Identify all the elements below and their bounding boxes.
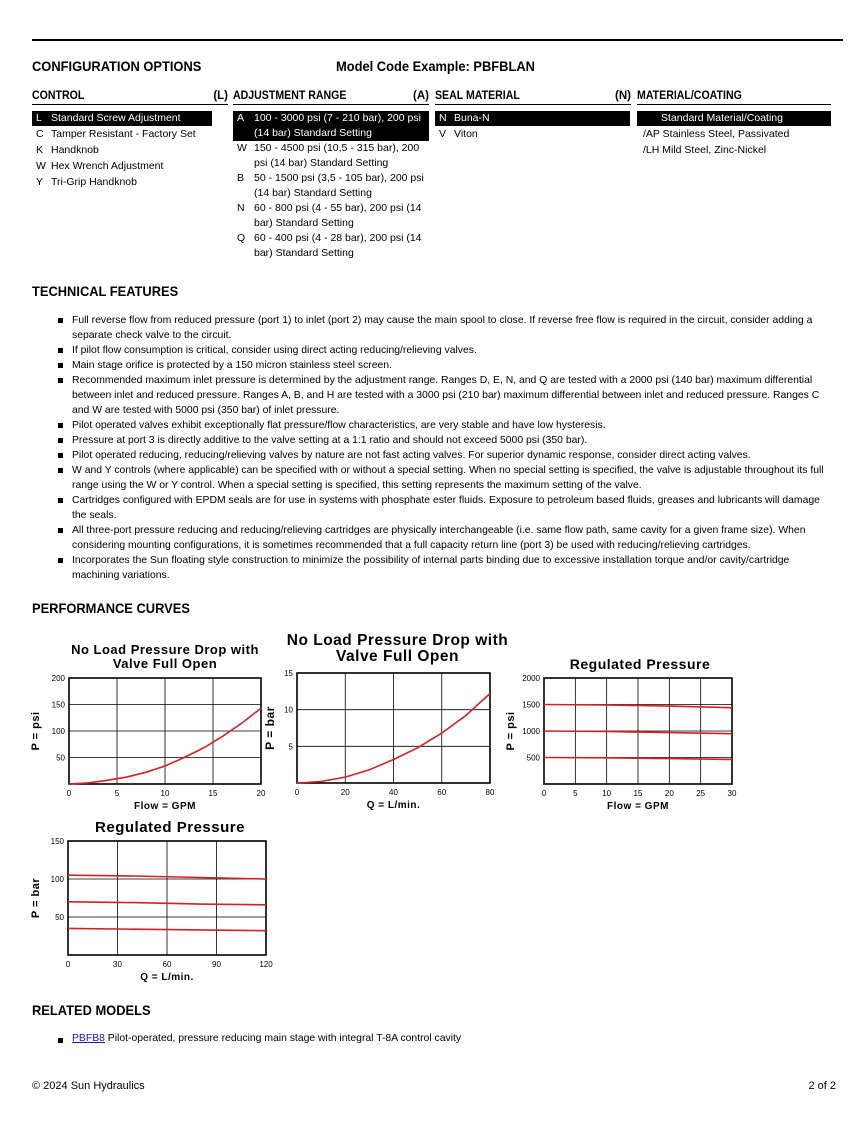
y-tick-label: 5 [288,742,293,752]
feature-item: Pilot operated valves exhibit exceptionally flat pressure/flow characteristics, are very stable and have low hysteresis. [55,418,835,433]
x-tick-label: 20 [256,789,266,798]
y-axis-label: P = bar [30,877,42,919]
x-tick-label: 20 [664,789,674,798]
model-code-example: Model Code Example: PBFBLAN [336,58,535,74]
features-list [55,313,835,583]
y-tick-label: 15 [284,669,293,678]
adjustment-option-Q[interactable]: Q 60 - 400 psi (4 - 28 bar), 200 psi (14 bar) Standard Setting [237,232,422,259]
material-option-ap[interactable]: /AP Stainless Steel, Passivated [643,128,790,140]
footer-page-number: 2 of 2 [808,1080,836,1092]
y-tick-label: 1000 [522,727,540,736]
feature-item: Full reverse flow from reduced pressure (port 1) to inlet (port 2) may cause the main spool to close. If reverse free flow is required in the circuit, consider adding a separate check valve to the circuit. [55,313,835,343]
related-item [55,1033,461,1044]
feature-item: Pressure at port 3 is directly additive to the valve setting at a 1:1 ratio and should not exceed 5000 psi (350 bar). [55,433,835,448]
x-tick-label: 5 [114,789,120,798]
chart-pressure-drop-psi [15,672,275,812]
y-tick-label: 200 [51,674,65,683]
seal-option-N[interactable]: N Buna-N [435,111,630,126]
x-tick-label: 15 [208,789,218,798]
x-tick-label: 120 [259,960,273,969]
x-axis-label: Q = L/min. [140,972,194,983]
x-tick-label: 40 [389,788,398,797]
y-tick-label: 10 [284,705,293,715]
x-tick-label: 60 [437,788,447,797]
control-option-K[interactable]: K Handknob [36,144,99,156]
chart-1-title: No Load Pressure Drop with Valve Full Open [71,642,259,671]
x-tick-label: 30 [113,960,122,969]
control-option-C[interactable]: C Tamper Resistant - Factory Set [36,128,196,140]
x-axis-label: Q = L/min. [366,800,421,811]
adjustment-option-N[interactable]: N 60 - 800 psi (4 - 55 bar), 200 psi (14 bar) Standard Setting [237,202,422,229]
chart-4-title: Regulated Pressure [95,819,245,836]
x-tick-label: 20 [340,788,350,797]
x-tick-label: 60 [162,960,172,969]
chart-2-title: No Load Pressure Drop with Valve Full Open [286,632,509,665]
adjustment-option-W[interactable]: W 150 - 4500 psi (10,5 - 315 bar), 200 psi (14 bar) Standard Setting [237,142,420,169]
y-tick-label: 100 [51,727,65,736]
related-list [55,1033,461,1044]
feature-item: All three-port pressure reducing and reducing/relieving cartridges are physically interchangeable (i.e. same flow path, same cavity for a given frame size). When considering mounting configurations, it is sometimes recommended that a full capacity return line (port 3) be used with reducing/relieving cartridges. [55,523,835,553]
chart-pressure-drop-bar [262,668,502,812]
x-tick-label: 15 [633,789,643,798]
x-tick-label: 0 [65,960,71,969]
chart-regulated-psi [500,672,750,812]
related-link-pbfb8[interactable]: PBFB8 [72,1033,105,1044]
y-axis-label: P = bar [263,706,277,750]
feature-item: Incorporates the Sun floating style construction to minimize the possibility of internal parts binding due to excessive installation torque and/or cavity/cartridge machining variations. [55,553,835,583]
adjustment-option-A[interactable]: A 100 - 3000 psi (7 - 210 bar), 200 psi (14 bar) Standard Setting [233,111,429,141]
y-axis-label: P = psi [505,711,517,751]
chart-3-title: Regulated Pressure [569,656,711,672]
x-tick-label: 10 [602,789,612,798]
config-heading: CONFIGURATION OPTIONS [32,58,202,74]
x-axis-label: Flow = GPM [607,801,669,812]
feature-item: Main stage orifice is protected by a 150 micron stainless steel screen. [55,358,835,373]
seal-option-V[interactable]: V Viton [439,128,478,140]
y-axis-label: P = psi [30,711,42,751]
y-tick-label: 150 [51,700,65,710]
y-tick-label: 1500 [522,700,540,710]
related-description: Pilot-operated, pressure reducing main stage with integral T-8A control cavity [104,1033,462,1044]
control-option-Y[interactable]: Y Tri-Grip Handknob [36,176,137,188]
x-tick-label: 0 [294,788,300,797]
control-header: CONTROL (L) [32,90,228,105]
x-tick-label: 10 [160,789,170,798]
x-tick-label: 5 [573,789,578,798]
x-axis-label: Flow = GPM [134,801,196,812]
adjustment-option-B[interactable]: B 50 - 1500 psi (3,5 - 105 bar), 200 psi (14 bar) Standard Setting [237,172,424,199]
related-heading: RELATED MODELS [32,1002,151,1018]
y-tick-label: 500 [526,753,540,763]
performance-heading: PERFORMANCE CURVES [32,600,190,616]
x-tick-label: 30 [727,789,737,798]
x-tick-label: 25 [696,789,706,798]
technical-heading: TECHNICAL FEATURES [32,283,179,299]
adjustment-header: ADJUSTMENT RANGE (A) [233,90,429,105]
y-tick-label: 50 [56,753,65,763]
feature-item: W and Y controls (where applicable) can be specified with or without a special setting. When no special setting is specified, the valve is adjustable throughout its full range using the W or Y control. When a special setting is specified, this setting represents the maximum setting of the valve. [55,463,835,493]
material-header: MATERIAL/COATING [637,90,831,105]
feature-item: Cartridges configured with EPDM seals are for use in systems with phosphate ester fluids. Exposure to petroleum based fluids, greases and lubricants will damage the seals. [55,493,835,523]
footer-copyright: © 2024 Sun Hydraulics [32,1080,145,1092]
x-tick-label: 90 [212,960,221,969]
y-tick-label: 50 [55,913,64,922]
feature-item: Recommended maximum inlet pressure is determined by the adjustment range. Ranges D, E, N, and Q are tested with a 2000 psi (140 bar) maximum differential between inlet and reduced pressure. Ranges A, B, and H are tested with a 3000 psi (210 bar) maximum differential between inlet and reduced pressure. Ranges C and W are tested with 5000 psi (350 bar) of inlet pressure. [55,373,835,418]
feature-item: Pilot operated reducing, reducing/relieving valves by nature are not fast acting valves. For superior dynamic response, consider direct acting valves. [55,448,835,463]
x-tick-label: 0 [66,789,72,798]
feature-item: If pilot flow consumption is critical, consider using direct acting reducing/relieving valves. [55,343,835,358]
seal-header: SEAL MATERIAL (N) [435,90,631,105]
material-option-lh[interactable]: /LH Mild Steel, Zinc-Nickel [643,144,767,156]
chart-regulated-bar [15,836,275,984]
material-option-standard[interactable]: Standard Material/Coating [637,111,831,126]
y-tick-label: 2000 [522,674,540,683]
x-tick-label: 80 [485,788,495,797]
x-tick-label: 0 [541,789,547,798]
control-option-L[interactable]: L Standard Screw Adjustment [32,111,212,126]
y-tick-label: 150 [50,837,64,846]
y-tick-label: 100 [50,875,64,884]
control-option-W[interactable]: W Hex Wrench Adjustment [36,160,164,172]
top-rule [32,39,843,41]
